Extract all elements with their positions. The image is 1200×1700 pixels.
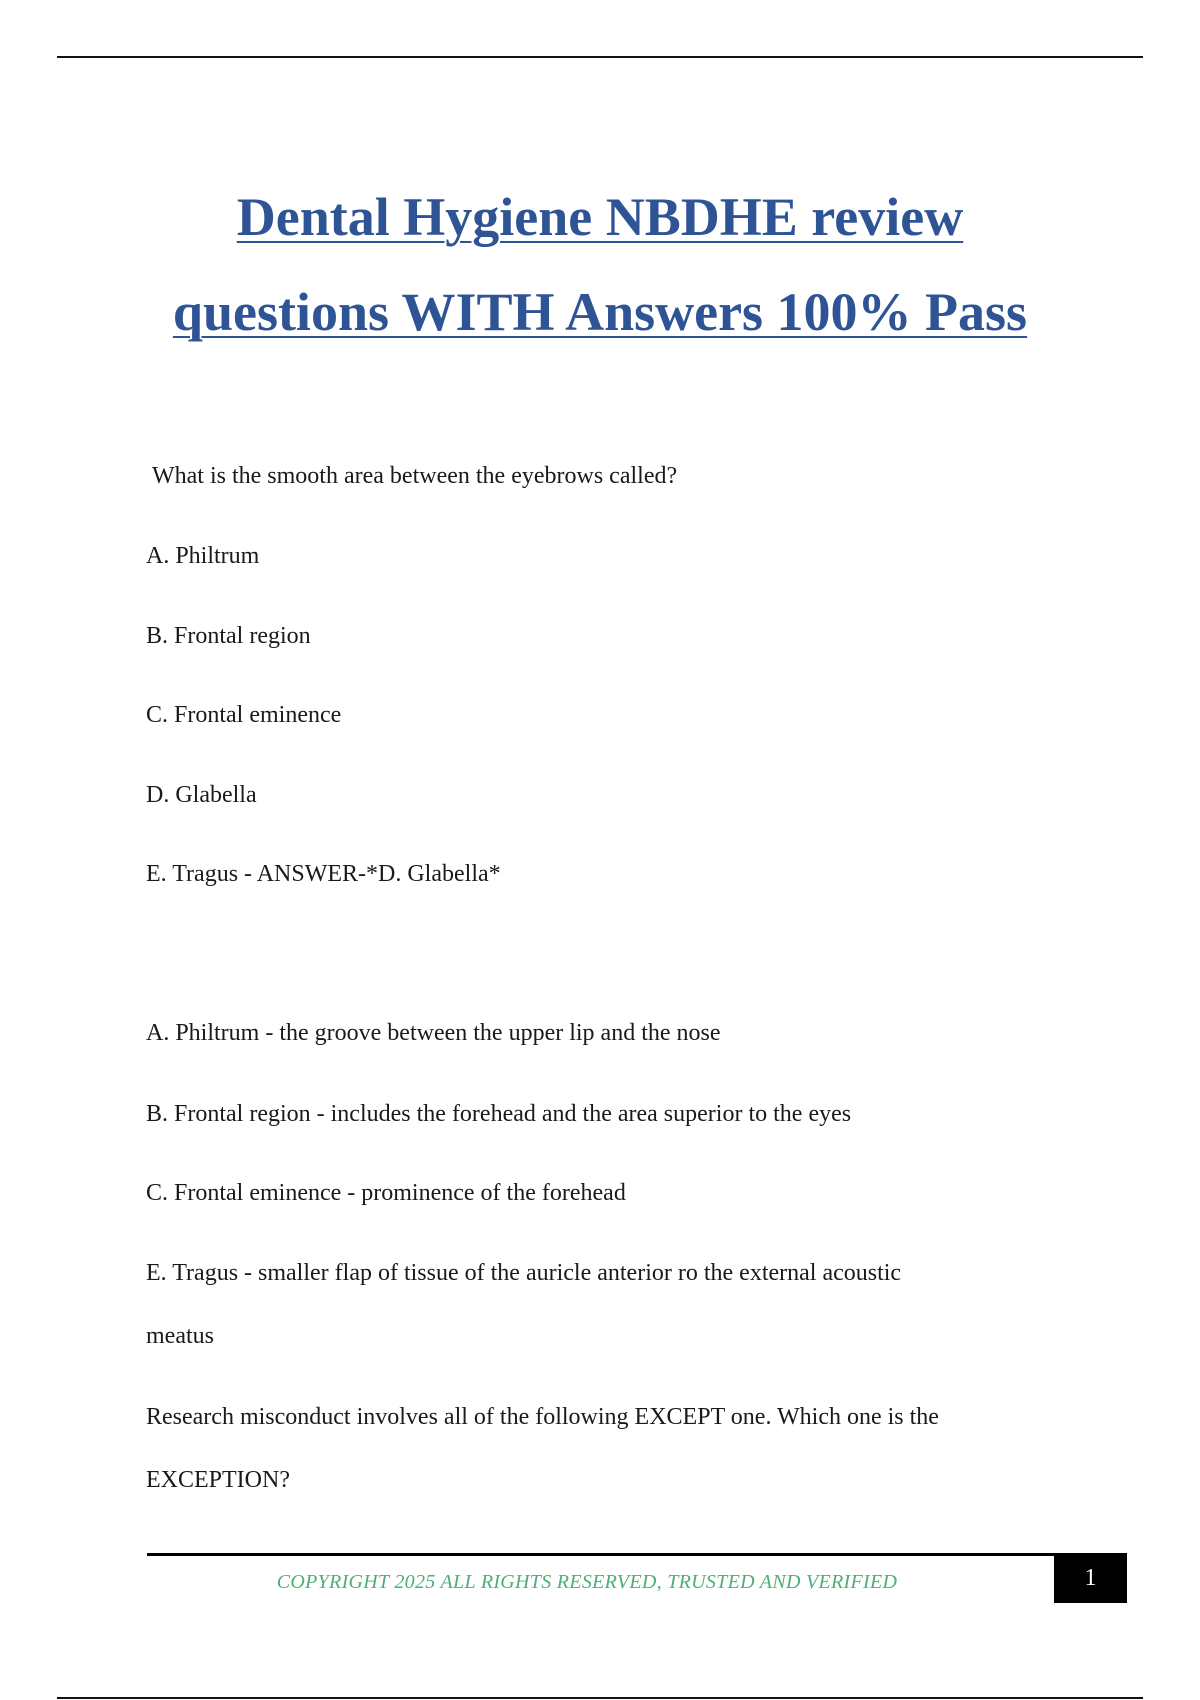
explanation-tragus: E. Tragus - smaller flap of tissue of the auricle anterior ro the external acoustic [146, 1260, 902, 1286]
explanation-frontal-region: B. Frontal region - includes the forehead and the area superior to the eyes [146, 1101, 852, 1127]
explanation-philtrum: A. Philtrum - the groove between the upper lip and the nose [146, 1020, 721, 1046]
explanation-frontal-eminence: C. Frontal eminence - prominence of the forehead [146, 1180, 626, 1206]
question-1-option-c: C. Frontal eminence [146, 702, 342, 728]
page-number: 1 [1084, 1565, 1097, 1591]
question-2-prompt-line-2: EXCEPTION? [146, 1467, 290, 1493]
question-1-option-a: A. Philtrum [146, 543, 260, 569]
page-top-rule [57, 56, 1143, 58]
page-number-box [1054, 1553, 1127, 1603]
question-1-option-b: B. Frontal region [146, 623, 311, 649]
footer-rule [147, 1553, 1055, 1556]
question-1-option-e-answer: E. Tragus - ANSWER-*D. Glabella* [146, 861, 501, 887]
document-title [100, 170, 1100, 360]
question-2-prompt-line-1: Research misconduct involves all of the following EXCEPT one. Which one is the [146, 1404, 939, 1430]
question-1-prompt: What is the smooth area between the eyebrows called? [152, 463, 678, 489]
explanation-tragus-continued: meatus [146, 1323, 214, 1349]
document-title-line-2: questions WITH Answers 100% Pass [172, 282, 1028, 342]
page-bottom-rule [57, 1697, 1143, 1699]
document-title-line-1: Dental Hygiene NBDHE review [236, 187, 964, 247]
footer-copyright: COPYRIGHT 2025 ALL RIGHTS RESERVED, TRUSTED AND VERIFIED [276, 1571, 898, 1593]
question-1-option-d: D. Glabella [146, 782, 257, 808]
